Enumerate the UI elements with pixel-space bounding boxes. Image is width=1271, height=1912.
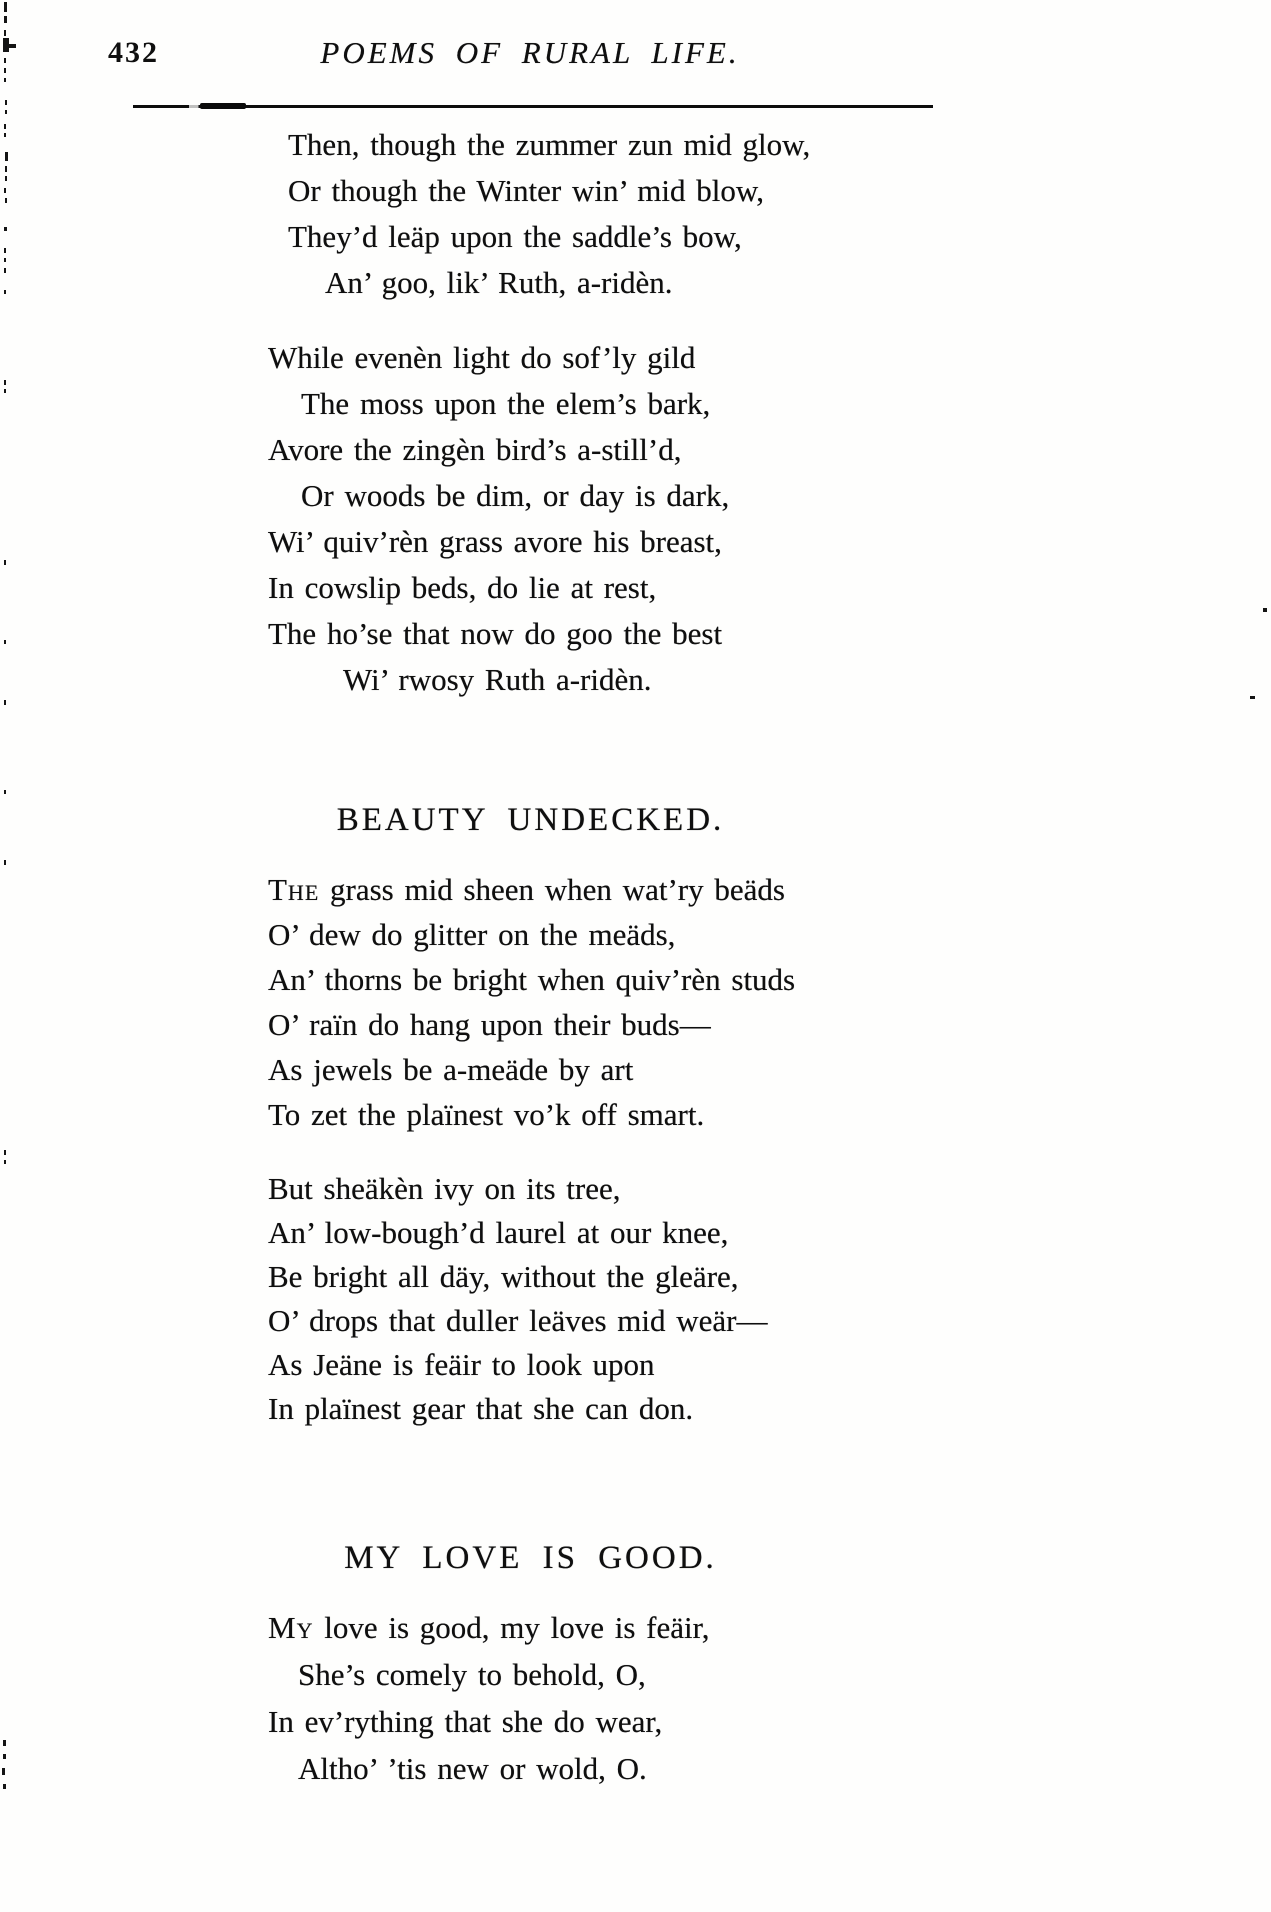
scan-artifact bbox=[4, 258, 6, 262]
poem-line: In ev’rything that she do wear, bbox=[268, 1704, 663, 1739]
scan-artifact bbox=[3, 1754, 6, 1759]
poem-line: Wi’ rwosy Ruth a-ridèn. bbox=[343, 662, 652, 697]
scan-artifact bbox=[2, 1768, 5, 1775]
scan-artifact bbox=[4, 133, 6, 137]
scan-artifact bbox=[4, 188, 6, 193]
scan-artifact bbox=[4, 268, 6, 273]
poem-line: O’ drops that duller leäves mid weär— bbox=[268, 1303, 768, 1338]
scan-artifact bbox=[4, 790, 6, 794]
scan-artifact bbox=[4, 78, 6, 82]
poem-line: An’ thorns be bright when quiv’rèn studs bbox=[268, 962, 796, 997]
poem-line: They’d leäp upon the saddle’s bow, bbox=[288, 219, 742, 254]
scan-artifact bbox=[4, 860, 6, 865]
poem-line: Avore the zingèn bird’s a-still’d, bbox=[268, 432, 682, 467]
scan-artifact bbox=[4, 58, 6, 63]
scan-artifact bbox=[1263, 608, 1267, 612]
header-rule-blip bbox=[200, 103, 246, 109]
poem-line: My love is good, my love is feäir, bbox=[268, 1610, 710, 1645]
scan-artifact bbox=[5, 198, 7, 203]
poem-line: As Jeäne is feäir to look upon bbox=[268, 1347, 655, 1382]
stanza bbox=[268, 1167, 908, 1431]
poem-line: Be bright all däy, without the gleäre, bbox=[268, 1259, 739, 1294]
poem-line: Or woods be dim, or day is dark, bbox=[301, 478, 730, 513]
scan-artifact bbox=[5, 110, 7, 114]
poem-title: BEAUTY UNDECKED. bbox=[336, 802, 725, 838]
poem-line: To zet the plaïnest vo’k off smart. bbox=[268, 1097, 705, 1132]
scan-artifact bbox=[1250, 696, 1255, 699]
scan-artifact bbox=[4, 1160, 6, 1164]
poem-line: An’ low-bough’d laurel at our knee, bbox=[268, 1215, 729, 1250]
scan-artifact bbox=[4, 227, 7, 231]
scan-artifact bbox=[4, 560, 6, 565]
poem-line: The ho’se that now do goo the best bbox=[268, 616, 723, 651]
scan-artifact bbox=[4, 68, 6, 73]
poem-line: But sheäkèn ivy on its tree, bbox=[268, 1171, 621, 1206]
header-rule bbox=[133, 105, 933, 108]
poem-title: MY LOVE IS GOOD. bbox=[344, 1540, 717, 1576]
stanza bbox=[268, 122, 908, 306]
poem-line: Then, though the zummer zun mid glow, bbox=[288, 127, 811, 162]
poem-line: In plaïnest gear that she can don. bbox=[268, 1391, 694, 1426]
running-title: POEMS OF RURAL LIFE. bbox=[320, 35, 740, 70]
scan-artifact bbox=[9, 44, 16, 48]
poem-line: The moss upon the elem’s bark, bbox=[301, 386, 711, 421]
poem-line: O’ dew do glitter on the meäds, bbox=[268, 917, 676, 952]
scan-artifact bbox=[4, 290, 6, 294]
small-caps-lead: My bbox=[268, 1610, 314, 1645]
scan-artifact bbox=[4, 248, 6, 253]
poem-line: Or though the Winter win’ mid blow, bbox=[288, 173, 764, 208]
poem-line: Altho’ ’tis new or wold, O. bbox=[298, 1751, 647, 1786]
scan-artifact bbox=[4, 389, 6, 393]
poem-line: O’ raïn do hang upon their buds— bbox=[268, 1007, 711, 1042]
scan-artifact bbox=[5, 176, 7, 181]
poem-line: In cowslip beds, do lie at rest, bbox=[268, 570, 657, 605]
poem-line: An’ goo, lik’ Ruth, a-ridèn. bbox=[325, 265, 673, 300]
scan-artifact bbox=[4, 640, 6, 644]
poem-line: While evenèn light do sof’ly gild bbox=[268, 340, 696, 375]
scan-artifact bbox=[4, 2, 7, 12]
scan-artifact bbox=[4, 124, 6, 129]
stanza bbox=[268, 1604, 908, 1792]
scan-artifact bbox=[5, 152, 8, 161]
scan-artifact bbox=[4, 380, 6, 385]
scan-artifact bbox=[4, 16, 7, 23]
scan-artifact bbox=[4, 700, 6, 705]
stanza bbox=[268, 867, 908, 1137]
scan-artifact bbox=[4, 1150, 6, 1155]
scan-artifact bbox=[4, 30, 6, 36]
poem-line: As jewels be a-meäde by art bbox=[268, 1052, 634, 1087]
small-caps-lead: The bbox=[268, 872, 320, 907]
poem-line: Wi’ quiv’rèn grass avore his breast, bbox=[268, 524, 722, 559]
page-number: 432 bbox=[108, 36, 159, 69]
poem-line: She’s comely to behold, O, bbox=[298, 1657, 646, 1692]
scan-artifact bbox=[5, 100, 7, 105]
scan-artifact bbox=[5, 166, 7, 172]
poem-line: The grass mid sheen when wat’ry beäds bbox=[268, 872, 785, 907]
scan-artifact bbox=[3, 1740, 6, 1746]
scan-artifact bbox=[3, 1784, 6, 1789]
stanza bbox=[268, 335, 908, 703]
